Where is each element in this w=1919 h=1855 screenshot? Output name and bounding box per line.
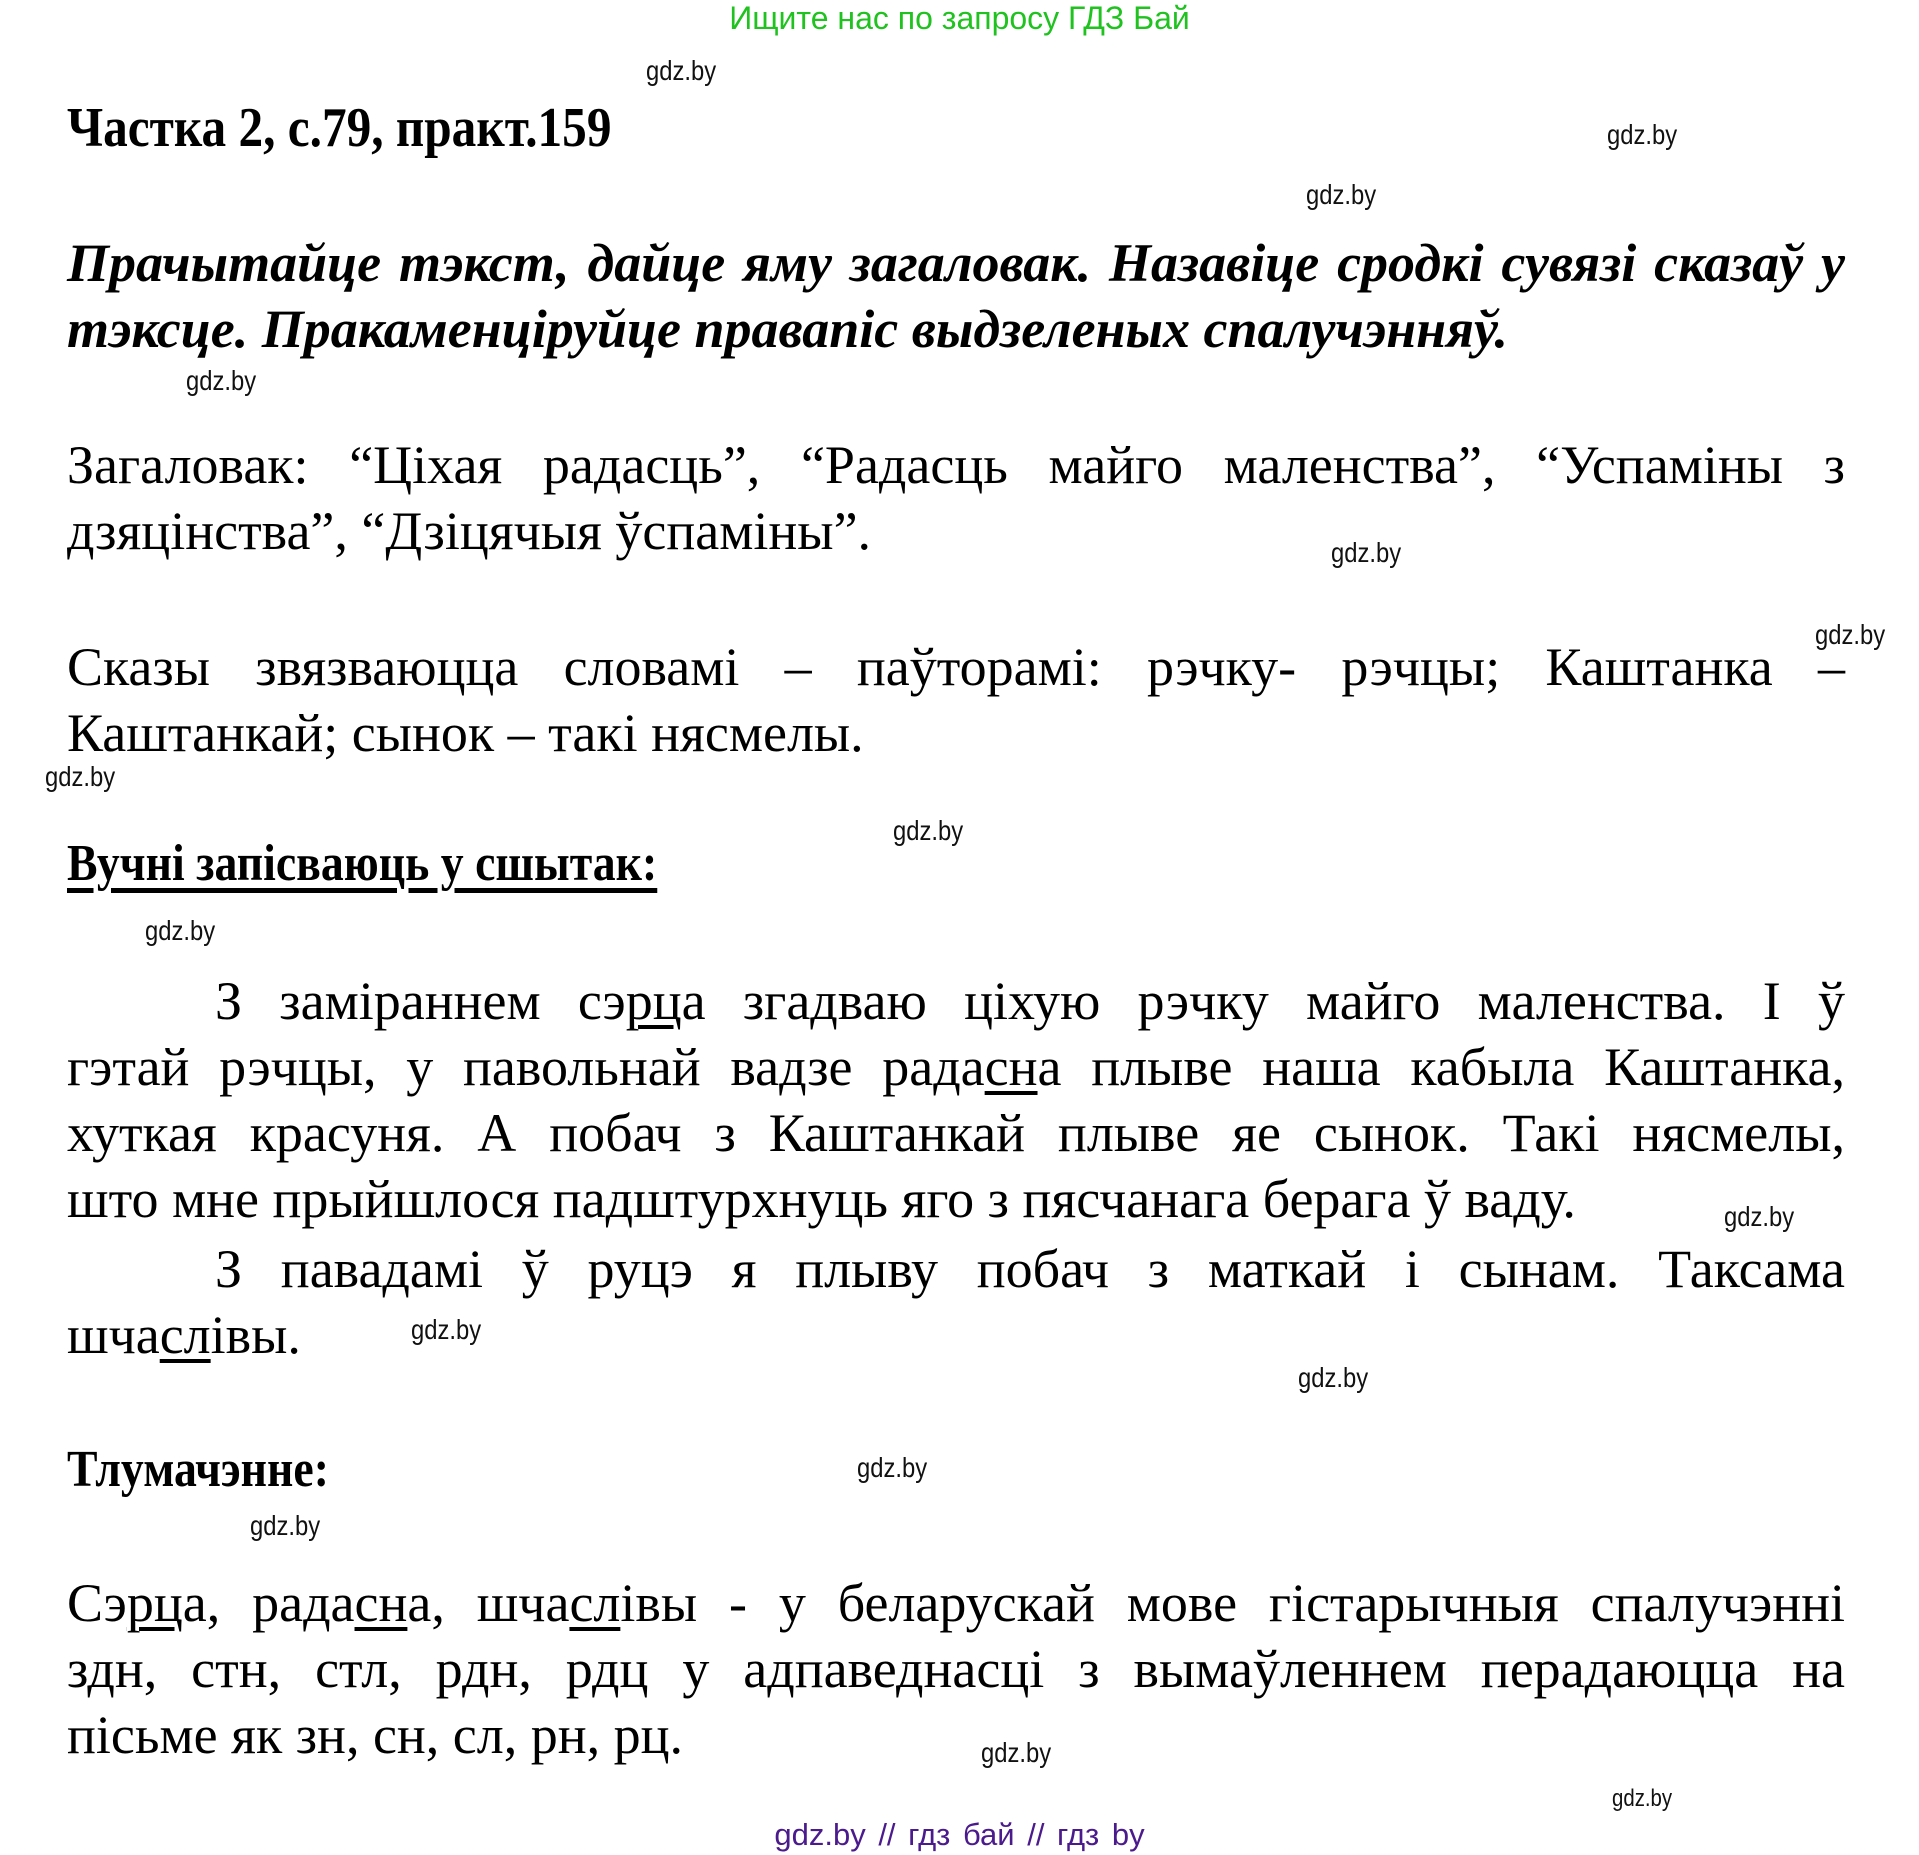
text-segment: івы. — [210, 1305, 301, 1365]
page-title: Частка 2, с.79, практ.159 — [67, 97, 612, 159]
watermark: gdz.by — [981, 1737, 1052, 1768]
watermark: gdz.by — [145, 915, 216, 946]
notebook-p1-line-4: што мне прыйшлося падштурхнуць яго з пясчанага берага ў ваду. — [67, 1169, 1576, 1229]
links-answer-line-2: Каштанкай; сынок – такі нясмелы. — [67, 703, 864, 763]
notebook-p1-line-1 — [67, 968, 1845, 1034]
highlighted-cluster: рц — [625, 971, 682, 1031]
watermark: gdz.by — [857, 1452, 928, 1483]
notebook-p1-line-3: хуткая красуня. А побач з Каштанкай плыве яе сынок. Такі нясмелы, — [67, 1103, 1845, 1163]
watermark: gdz.by — [893, 815, 964, 846]
watermark: gdz.by — [250, 1510, 321, 1541]
task-instruction: Прачытайце тэкст, дайце яму загаловак. Назавіце сродкі сувязі сказаў у тэксце. Пракаменціруйце правапіс выдзеленых спалучэнняў. — [67, 233, 1845, 359]
watermark: gdz.by — [45, 761, 116, 792]
highlighted-cluster: сл — [569, 1573, 621, 1633]
notebook-p2-line-1: З павадамі ў руцэ я плыву побач з маткай і сынам. Таксама — [215, 1239, 1845, 1299]
highlighted-cluster: сл — [159, 1305, 211, 1365]
titles-answer-line-1: Загаловак: “Ціхая радасць”, “Радасць майго маленства”, “Успаміны з — [67, 435, 1845, 495]
notebook-p2-line-2 — [67, 1302, 1845, 1368]
explanation-paragraph — [67, 1570, 1845, 1768]
text-segment: а, рада — [182, 1573, 355, 1633]
text-segment: шча — [67, 1305, 160, 1365]
watermark: gdz.by — [1724, 1201, 1795, 1232]
notebook-heading: Вучні запісваюць у сшытак: — [67, 835, 658, 892]
watermark: gdz.by — [1607, 119, 1678, 150]
explanation-line-1 — [67, 1570, 1845, 1636]
highlighted-cluster: сн — [354, 1573, 408, 1633]
highlighted-cluster: рц — [126, 1573, 183, 1633]
text-segment: івы - у беларускай мове гістарычныя спалучэнні — [620, 1573, 1845, 1633]
watermark: gdz.by — [1298, 1362, 1369, 1393]
text-segment: а, шча — [407, 1573, 570, 1633]
links-answer — [67, 634, 1845, 766]
explanation-heading: Тлумачэнне: — [67, 1441, 329, 1498]
watermark: gdz.by — [186, 365, 257, 396]
footer-links[interactable]: gdz.by // гдз бай // гдз by — [774, 1817, 1145, 1852]
watermark: gdz.by — [1306, 179, 1377, 210]
watermark: gdz.by — [646, 55, 717, 86]
notebook-p1-line-2 — [67, 1034, 1845, 1100]
explanation-line-3: пісьме як зн, сн, сл, рн, рц. — [67, 1705, 684, 1765]
links-answer-line-1: Сказы звязваюцца словамі – паўторамі: рэчку- рэчцы; Каштанка – — [67, 637, 1845, 697]
watermark: gdz.by — [1612, 1785, 1673, 1812]
watermark: gdz.by — [1331, 537, 1402, 568]
watermark: gdz.by — [1815, 619, 1886, 650]
notebook-paragraph-2 — [67, 1236, 1845, 1368]
text-segment: а згадваю ціхую рэчку майго маленства. І ў — [681, 971, 1846, 1031]
titles-answer-line-2: дзяцінства”, “Дзіцячыя ўспаміны”. — [67, 501, 872, 561]
text-segment: Сэ — [67, 1573, 127, 1633]
watermark: gdz.by — [411, 1314, 482, 1345]
text-segment: а плыве наша кабыла Каштанка, — [1037, 1037, 1845, 1097]
text-segment: гэтай рэчцы, у павольнай вадзе рада — [67, 1037, 985, 1097]
search-banner[interactable]: Ищите нас по запросу ГДЗ Бай — [729, 0, 1190, 36]
notebook-paragraph-1 — [67, 968, 1845, 1232]
highlighted-cluster: сн — [984, 1037, 1038, 1097]
titles-answer — [67, 432, 1845, 564]
explanation-line-2: здн, стн, стл, рдн, рдц у адпаведнасці з вымаўленнем перадаюцца на — [67, 1639, 1845, 1699]
text-segment: З заміраннем сэ — [215, 971, 626, 1031]
